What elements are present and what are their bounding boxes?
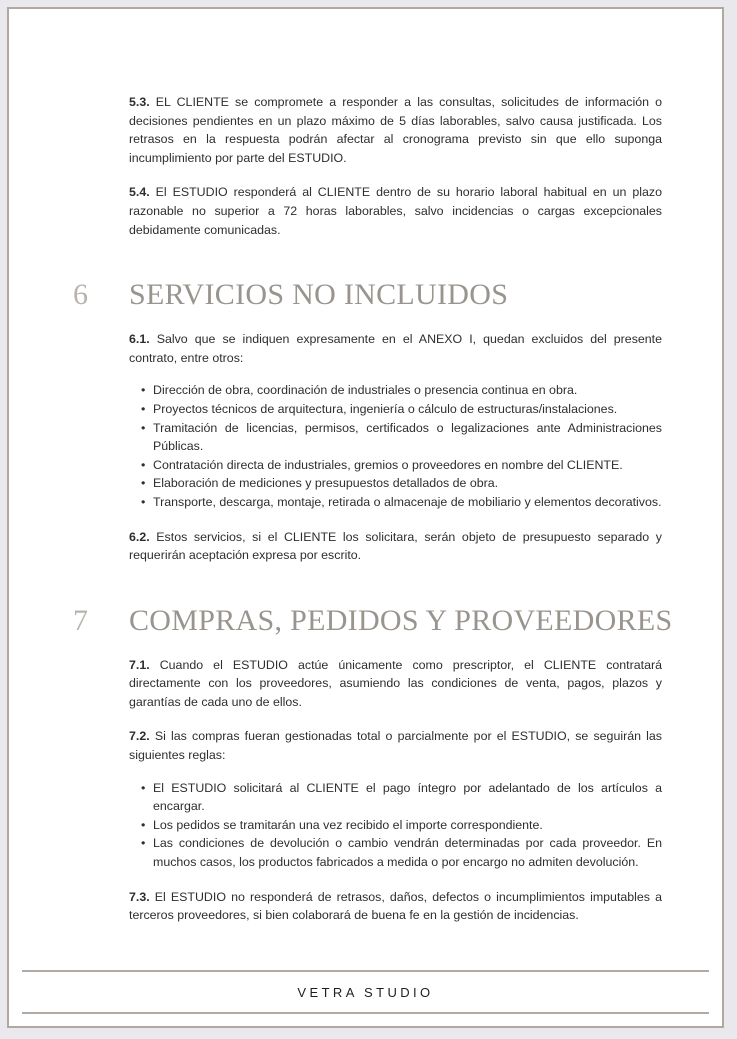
page-canvas [9,9,722,1026]
paragraph-number-7-2: 7.2. [129,729,150,744]
list-purchase-rules [73,779,662,872]
paragraph-number-6-2: 6.2. [129,529,150,544]
section-number-6: 6 [73,278,88,312]
list-item [141,456,662,475]
footer-studio-name: VETRA STUDIO [297,984,434,1000]
section-number-7: 7 [73,603,88,637]
list-item [141,816,662,835]
paragraph-text-7-2: Si las compras fueran gestionadas total o parcialmente por el ESTUDIO, se seguirán las siguientes reglas: [129,729,662,763]
list-item-text: Transporte, descarga, montaje, retirada o almacenaje de mobiliario y elementos decorativos. [153,494,662,509]
document-page [7,7,724,1028]
footer-content [22,972,709,1012]
list-item-text: Proyectos técnicos de arquitectura, ingeniería o cálculo de estructuras/instalaciones. [153,401,618,416]
paragraph-number-5-4: 5.4. [129,185,150,200]
paragraph-5-3 [73,93,662,167]
list-excluded-services [73,381,662,511]
section-heading-6 [73,279,662,311]
list-item [141,419,662,456]
list-item-text: El ESTUDIO solicitará al CLIENTE el pago íntegro por adelantado de los artículos a encargar. [153,780,662,814]
footer-rule-bottom [22,1012,709,1014]
paragraph-6-1 [73,330,662,367]
list-item [141,400,662,419]
list-item-text: Los pedidos se tramitarán una vez recibido el importe correspondiente. [153,817,543,832]
paragraph-7-1 [73,656,662,712]
list-item-text: Dirección de obra, coordinación de industriales o presencia continua en obra. [153,383,578,398]
paragraph-5-4 [73,183,662,239]
list-item [141,779,662,816]
list-item [141,381,662,400]
paragraph-text-5-4: El ESTUDIO responderá al CLIENTE dentro de su horario laboral habitual en un plazo razonable no superior a 72 horas laborables, salvo incidencias o cargas excepcionales debidamente comunicadas. [129,185,662,237]
list-item-text: Elaboración de mediciones y presupuestos detallados de obra. [153,476,499,491]
paragraph-text-7-1: Cuando el ESTUDIO actúe únicamente como prescriptor, el CLIENTE contratará directamente con los proveedores, asumiendo las condiciones de venta, pagos, plazos y garantías de cada uno de ellos. [129,657,662,709]
paragraph-text-6-2: Estos servicios, si el CLIENTE los solicitara, serán objeto de presupuesto separado y requerirán aceptación expresa por escrito. [129,529,662,563]
paragraph-7-2 [73,727,662,764]
paragraph-text-5-3: EL CLIENTE se compromete a responder a las consultas, solicitudes de información o decisiones pendientes en un plazo máximo de 5 días laborables, salvo causa justificada. Los retrasos en la respuesta podrán afectar al cronograma previsto sin que ello suponga incumplimiento por parte del ESTUDIO. [129,95,662,165]
section-title-6: SERVICIOS NO INCLUIDOS [129,278,509,312]
paragraph-number-7-3: 7.3. [129,889,150,904]
paragraph-number-5-3: 5.3. [129,95,150,109]
paragraph-6-2 [73,528,662,565]
section-title-7: COMPRAS, PEDIDOS Y PROVEEDORES [129,603,673,637]
paragraph-text-6-1: Salvo que se indiquen expresamente en el ANEXO I, quedan excluidos del presente contrato, entre otros: [129,332,662,365]
list-item-text: Las condiciones de devolución o cambio vendrán determinadas por cada proveedor. En muchos casos, los productos fabricados a medida o por encargo no admiten devolución. [153,836,662,870]
list-item [141,493,662,512]
paragraph-text-7-3: El ESTUDIO no responderá de retrasos, daños, defectos o incumplimientos imputables a terceros proveedores, si bien colaborará de buena fe en la gestión de incidencias. [129,889,662,923]
page-footer [22,970,709,1014]
list-item-text: Contratación directa de industriales, gremios o proveedores en nombre del CLIENTE. [153,457,623,472]
paragraph-number-6-1: 6.1. [129,332,150,347]
document-content [73,93,673,925]
paragraph-7-3 [73,888,662,925]
list-item-text: Tramitación de licencias, permisos, certificados o legalizaciones ante Administraciones Públicas. [153,420,662,454]
list-item [141,474,662,493]
paragraph-number-7-1: 7.1. [129,657,150,672]
list-item [141,834,662,871]
section-heading-7 [73,603,673,637]
